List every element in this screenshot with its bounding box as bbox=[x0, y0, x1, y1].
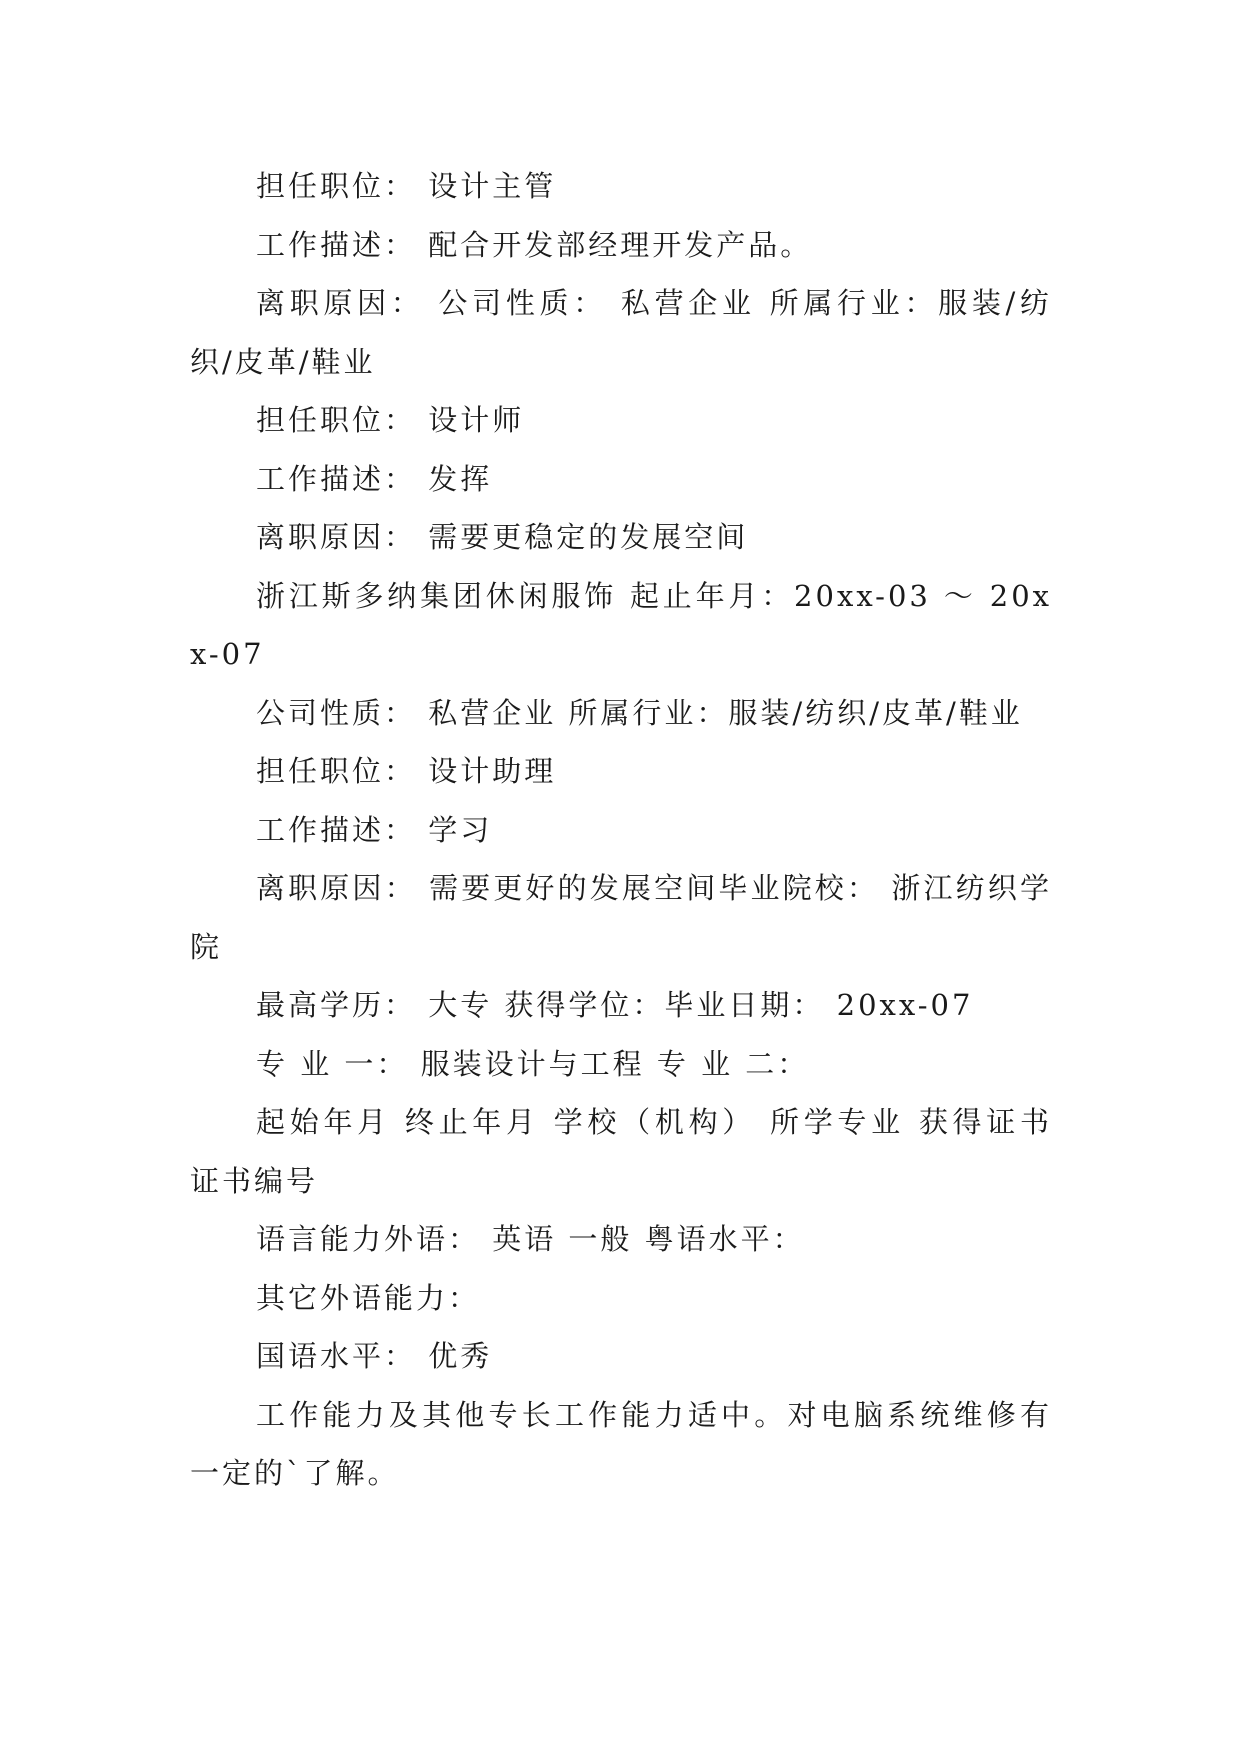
paragraph-position-1: 担任职位： 设计主管 bbox=[256, 169, 557, 203]
paragraph-mandarin-level: 国语水平： 优秀 bbox=[256, 1339, 493, 1373]
paragraph-job-description-2: 工作描述： 发挥 bbox=[256, 461, 493, 496]
paragraph-leave-reason-1: 离职原因： 公司性质： 私营企业 所属行业：服装/纺织/皮革/鞋业 bbox=[190, 286, 1052, 379]
paragraph-other-language: 其它外语能力： bbox=[256, 1280, 481, 1315]
paragraph-position-3: 担任职位： 设计助理 bbox=[256, 754, 557, 788]
paragraph-leave-reason-2: 离职原因： 需要更稳定的发展空间 bbox=[256, 520, 749, 554]
paragraph-major: 专 业 一： 服装设计与工程 专 业 二： bbox=[256, 1046, 810, 1081]
paragraph-language-ability: 语言能力外语： 英语 一般 粤语水平： bbox=[256, 1222, 805, 1256]
paragraph-leave-reason-3: 离职原因： 需要更好的发展空间毕业院校： 浙江纺织学院 bbox=[190, 871, 1052, 964]
paragraph-company-period: 浙江斯多纳集团休闲服饰 起止年月：20xx-03 ～ 20xx-07 bbox=[190, 578, 1052, 671]
paragraph-job-description-1: 工作描述： 配合开发部经理开发产品。 bbox=[256, 227, 813, 262]
paragraph-skills: 工作能力及其他专长工作能力适中。对电脑系统维修有一定的`了解。 bbox=[190, 1397, 1052, 1490]
paragraph-position-2: 担任职位： 设计师 bbox=[256, 403, 525, 437]
paragraph-job-description-3: 工作描述： 学习 bbox=[256, 812, 493, 847]
paragraph-company-nature: 公司性质： 私营企业 所属行业：服装/纺织/皮革/鞋业 bbox=[256, 695, 1023, 730]
paragraph-training-header: 起始年月 终止年月 学校（机构） 所学专业 获得证书 证书编号 bbox=[190, 1105, 1065, 1198]
document-body bbox=[190, 157, 1065, 1503]
paragraph-education: 最高学历： 大专 获得学位：毕业日期： 20xx-07 bbox=[256, 988, 974, 1022]
